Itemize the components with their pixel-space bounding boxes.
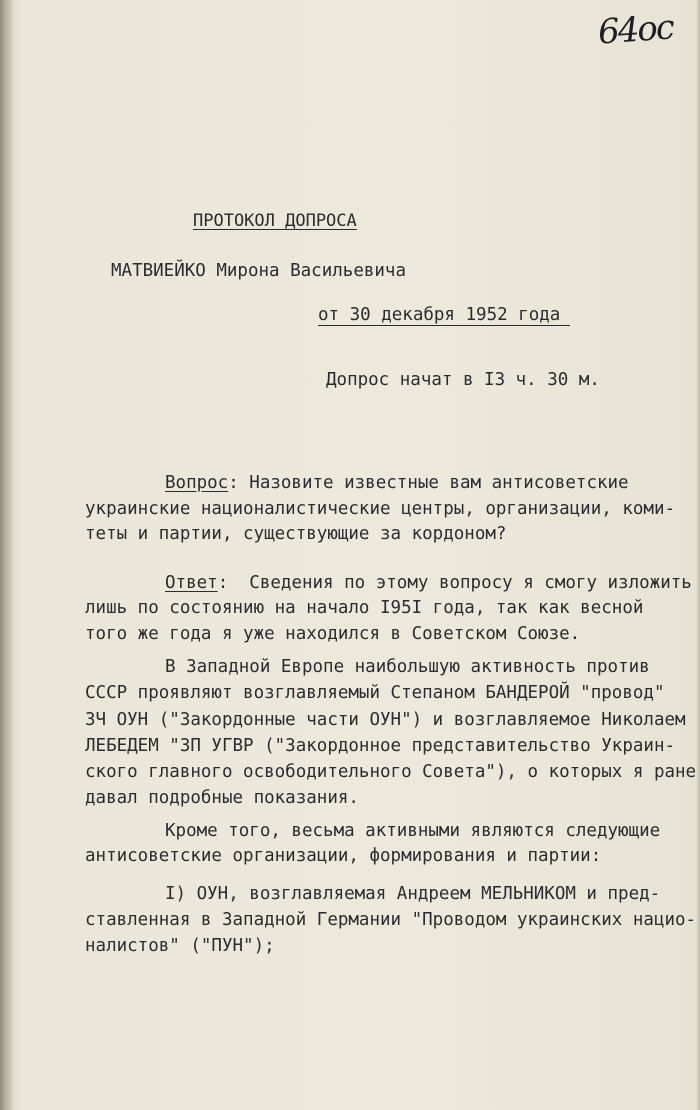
page-number: 64ос	[596, 7, 675, 53]
paragraph-2-line-1: Кроме того, весьма активными являются следующие	[165, 821, 661, 841]
answer-text-1: : Сведения по этому вопросу я смогу изложить	[217, 573, 692, 593]
item-1-line-1: I) ОУН, возглавляемая Андреем МЕЛЬНИКОМ и пред-	[165, 884, 661, 904]
start-time: Допрос начат в I3 ч. 30 м.	[326, 370, 600, 390]
paragraph-2-line-2: антисоветские организации, формирования и партии:	[85, 846, 602, 866]
interrogation-date: от 30 декабря 1952 года	[318, 305, 570, 326]
paragraph-1-line-2: СССР проявляют возглавляемый Степаном БАНДЕРОЙ "провод"	[85, 683, 665, 703]
question-label: Вопрос	[165, 473, 229, 493]
binding-shadow	[0, 0, 14, 1110]
paragraph-1-line-3: ЗЧ ОУН ("Закордонные части ОУН") и возглавляемое Николаем	[85, 710, 686, 730]
answer-line-2: лишь по состоянию на начало I95I года, так как весной	[85, 598, 644, 618]
item-1-line-2: ставленная в Западной Германии "Проводом украинских нацио-	[85, 910, 697, 930]
page-edge	[696, 0, 700, 1110]
paragraph-1-line-1: В Западной Европе наибольшую активность против	[165, 657, 650, 677]
question-line-2: украинские националистические центры, организации, коми-	[85, 499, 676, 519]
paragraph-1-line-6: давал подробные показания.	[85, 788, 359, 808]
paragraph-1-line-5: ского главного освободительного Совета"), о которых я ране	[85, 762, 697, 782]
answer-label: Ответ	[165, 573, 218, 593]
item-1-line-3: налистов" ("ПУН");	[85, 936, 275, 956]
subject-name: МАТВИЕЙКО Мирона Васильевича	[111, 261, 407, 281]
paragraph-1-line-4: ЛЕБЕДЕМ "ЗП УГВР ("Закордонное представительство Украин-	[85, 736, 676, 756]
document-title: ПРОТОКОЛ ДОПРОСА	[193, 211, 357, 231]
question-line-1	[165, 473, 629, 493]
answer-line-1	[165, 573, 692, 593]
question-line-3: теты и партии, существующие за кордоном?	[85, 524, 507, 544]
question-text-1: : Назовите известные вам антисоветские	[228, 473, 629, 493]
answer-line-3: того же года я уже находился в Советском Союзе.	[85, 624, 581, 644]
